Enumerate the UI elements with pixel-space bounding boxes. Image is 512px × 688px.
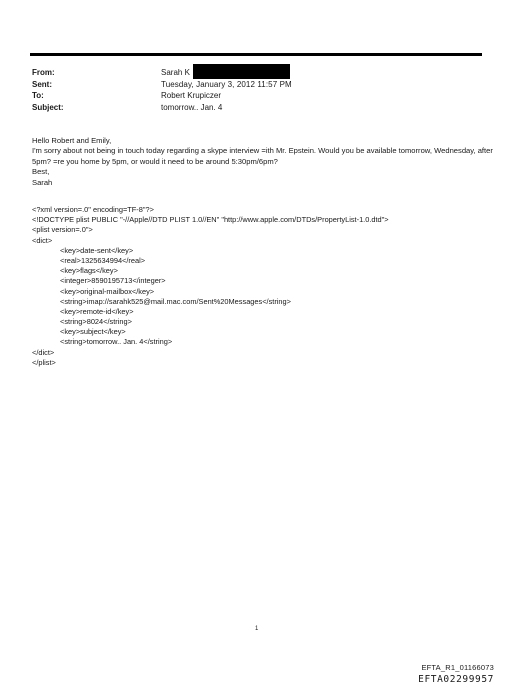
header-rule (30, 53, 482, 56)
xml-line: <key>original-mailbox</key> (60, 286, 155, 296)
xml-dict-open: <dict> (32, 235, 53, 245)
subject-row (32, 102, 292, 114)
xml-line: <key>flags</key> (60, 266, 118, 276)
message-paragraph: I'm sorry about not being in touch today regarding a skype interview =ith Mr. Epstein. Would you be available tomorrow, Wednesday, after 5pm? =re you home by 5pm, or would it need to be around 5:30pm/6pm? (32, 146, 493, 166)
xml-line: <key>date-sent</key> (60, 245, 134, 255)
bates-stamp-large: EFTA02299957 (418, 674, 494, 685)
subject-label: Subject: (32, 102, 64, 112)
xml-plist-close: </plist> (32, 357, 56, 367)
page-number: 1 (255, 626, 259, 632)
closing: Best, (32, 167, 50, 177)
greeting: Hello Robert and Emily, (32, 136, 112, 145)
plist-metadata (32, 205, 389, 368)
xml-plist-open: <plist version=.0"> (32, 225, 93, 235)
xml-line: <string>tomorrow.. Jan. 4</string> (60, 337, 173, 347)
xml-line: <integer>8590195713</integer> (60, 276, 166, 286)
xml-doctype: <!DOCTYPE plist PUBLIC "-//Apple//DTD PLIST 1.0//EN" "http://www.apple.com/DTDs/PropertyList-1.0.dtd"> (32, 215, 389, 225)
subject-value: tomorrow.. Jan. 4 (161, 102, 223, 112)
redaction-box (193, 64, 290, 79)
xml-line: <string>8024</string> (60, 317, 132, 327)
to-label: To: (32, 91, 44, 100)
bates-stamp-small: EFTA_R1_01166073 (421, 663, 494, 672)
xml-line: <key>subject</key> (60, 327, 126, 337)
to-value: Robert Krupiczer (161, 91, 222, 100)
sent-row (32, 79, 292, 91)
sent-value: Tuesday, January 3, 2012 11:57 PM (161, 79, 292, 89)
xml-declaration: <?xml version=.0" encoding=TF-8"?> (32, 205, 154, 214)
from-label: From: (32, 68, 55, 77)
xml-dict-close: </dict> (32, 347, 55, 357)
from-value: Sarah K (161, 68, 190, 77)
xml-line: <real>1325634994</real> (60, 255, 146, 265)
sent-label: Sent: (32, 79, 52, 89)
xml-line: <string>imap://sarahk525@mail.mac.com/Sent%20Messages</string> (60, 296, 291, 306)
email-body (32, 136, 494, 188)
xml-line: <key>remote-id</key> (60, 306, 134, 316)
signature: Sarah (32, 177, 53, 187)
to-row (32, 90, 292, 102)
